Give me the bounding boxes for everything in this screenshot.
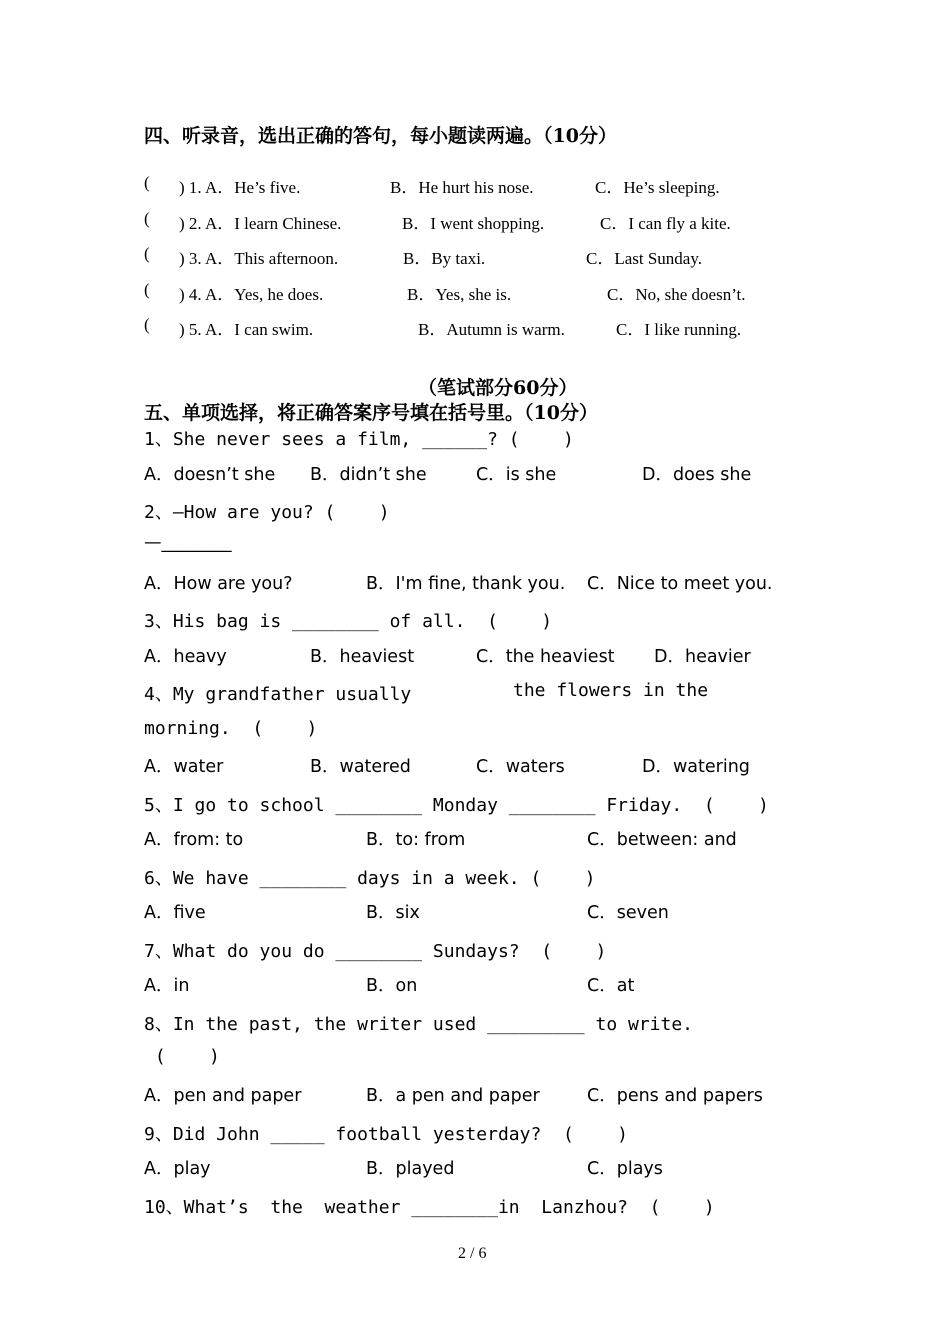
q5-8-stem: 8、In the past, the writer used _________ to write.: [144, 1014, 694, 1035]
q4-3-option-b: B．By taxi.: [403, 249, 486, 268]
q5-3-stem: 3、His bag is ________ of all. ( ): [144, 611, 553, 632]
q5-4-option-b: B．watered: [310, 757, 411, 777]
q4-1-option-b: B．He hurt his nose.: [390, 178, 534, 197]
q5-10-stem: 10、What’s the weather ________in Lanzhou? ( ): [144, 1197, 715, 1218]
q5-8-option-a: A．pen and paper: [144, 1086, 302, 1106]
q5-1-option-b: B．didn’t she: [310, 465, 427, 485]
q4-4-option-a: ) 4. A．Yes, he does.: [179, 285, 324, 304]
q4-4-option-c: C．No, she doesn’t.: [607, 285, 746, 304]
q5-3-option-b: B．heaviest: [310, 647, 415, 667]
q5-5-option-a: A．from: to: [144, 830, 244, 850]
q4-1-option-a: ) 1. A．He’s five.: [179, 178, 301, 197]
q5-2-option-b: B．I'm fine, thank you.: [366, 574, 566, 594]
q4-3-paren: (: [144, 244, 150, 263]
page-number: 2 / 6: [458, 1245, 487, 1262]
q5-5-option-b: B．to: from: [366, 830, 466, 850]
q5-2-option-a: A．How are you?: [144, 574, 293, 594]
q5-2-stem: 2、—How are you? ( ): [144, 502, 390, 523]
section5-title: 五、单项选择，将正确答案序号填在括号里。（10分）: [144, 402, 598, 424]
q4-5-option-a: ) 5. A．I can swim.: [179, 320, 314, 339]
q5-8-option-b: B．a pen and paper: [366, 1086, 540, 1106]
q4-2-paren: (: [144, 209, 150, 228]
q5-4-option-c: C．waters: [476, 757, 565, 777]
q5-6-option-a: A．five: [144, 903, 206, 923]
q4-3-option-a: ) 3. A．This afternoon.: [179, 249, 339, 268]
section4-title: 四、听录音，选出正确的答句，每小题读两遍。（10分）: [144, 125, 617, 147]
q4-5-option-c: C．I like running.: [616, 320, 742, 339]
q4-2-option-b: B．I went shopping.: [402, 214, 545, 233]
q4-5-option-b: B．Autumn is warm.: [418, 320, 565, 339]
q5-9-stem: 9、Did John _____ football yesterday? ( ): [144, 1124, 628, 1145]
q5-6-stem: 6、We have ________ days in a week. ( ): [144, 868, 596, 889]
q5-7-option-a: A．in: [144, 976, 190, 996]
q5-6-option-c: C．seven: [587, 903, 669, 923]
q5-9-option-b: B．played: [366, 1159, 455, 1179]
q5-2-option-c: C．Nice to meet you.: [587, 574, 773, 594]
q5-3-option-c: C．the heaviest: [476, 647, 615, 667]
q5-4-option-a: A．water: [144, 757, 224, 777]
q4-4-paren: (: [144, 280, 150, 299]
q5-5-option-c: C．between: and: [587, 830, 737, 850]
written-part-label: （笔试部分60分）: [418, 377, 578, 399]
q5-6-option-b: B．six: [366, 903, 420, 923]
q5-1-option-a: A．doesn’t she: [144, 465, 276, 485]
q4-1-option-c: C．He’s sleeping.: [595, 178, 720, 197]
q4-4-option-b: B．Yes, she is.: [407, 285, 512, 304]
q5-1-option-c: C．is she: [476, 465, 557, 485]
q5-9-option-c: C．plays: [587, 1159, 663, 1179]
q5-2-answer-line: —________: [144, 533, 232, 553]
q5-4-option-d: D．watering: [642, 757, 750, 777]
q4-2-option-c: C．I can fly a kite.: [600, 214, 731, 233]
q5-7-option-b: B．on: [366, 976, 418, 996]
q5-5-stem: 5、I go to school ________ Monday ________ Friday. ( ): [144, 795, 769, 816]
q5-4-stem-line2: morning. ( ): [144, 718, 318, 739]
q4-2-option-a: ) 2. A．I learn Chinese.: [179, 214, 342, 233]
q5-4-stem-tail: the flowers in the: [513, 680, 709, 701]
q5-4-stem: 4、My grandfather usually: [144, 684, 412, 705]
q5-7-stem: 7、What do you do ________ Sundays? ( ): [144, 941, 607, 962]
q4-1-paren: (: [144, 173, 150, 192]
q5-3-option-a: A．heavy: [144, 647, 227, 667]
q5-1-option-d: D．does she: [642, 465, 752, 485]
q4-3-option-c: C．Last Sunday.: [586, 249, 703, 268]
q5-1-stem: 1、She never sees a film, ______? ( ): [144, 429, 574, 450]
q5-7-option-c: C．at: [587, 976, 635, 996]
q5-9-option-a: A．play: [144, 1159, 211, 1179]
q5-8-option-c: C．pens and papers: [587, 1086, 763, 1106]
q4-5-paren: (: [144, 315, 150, 334]
q5-8-stem-line2: ( ): [144, 1046, 220, 1067]
q5-3-option-d: D．heavier: [654, 647, 751, 667]
